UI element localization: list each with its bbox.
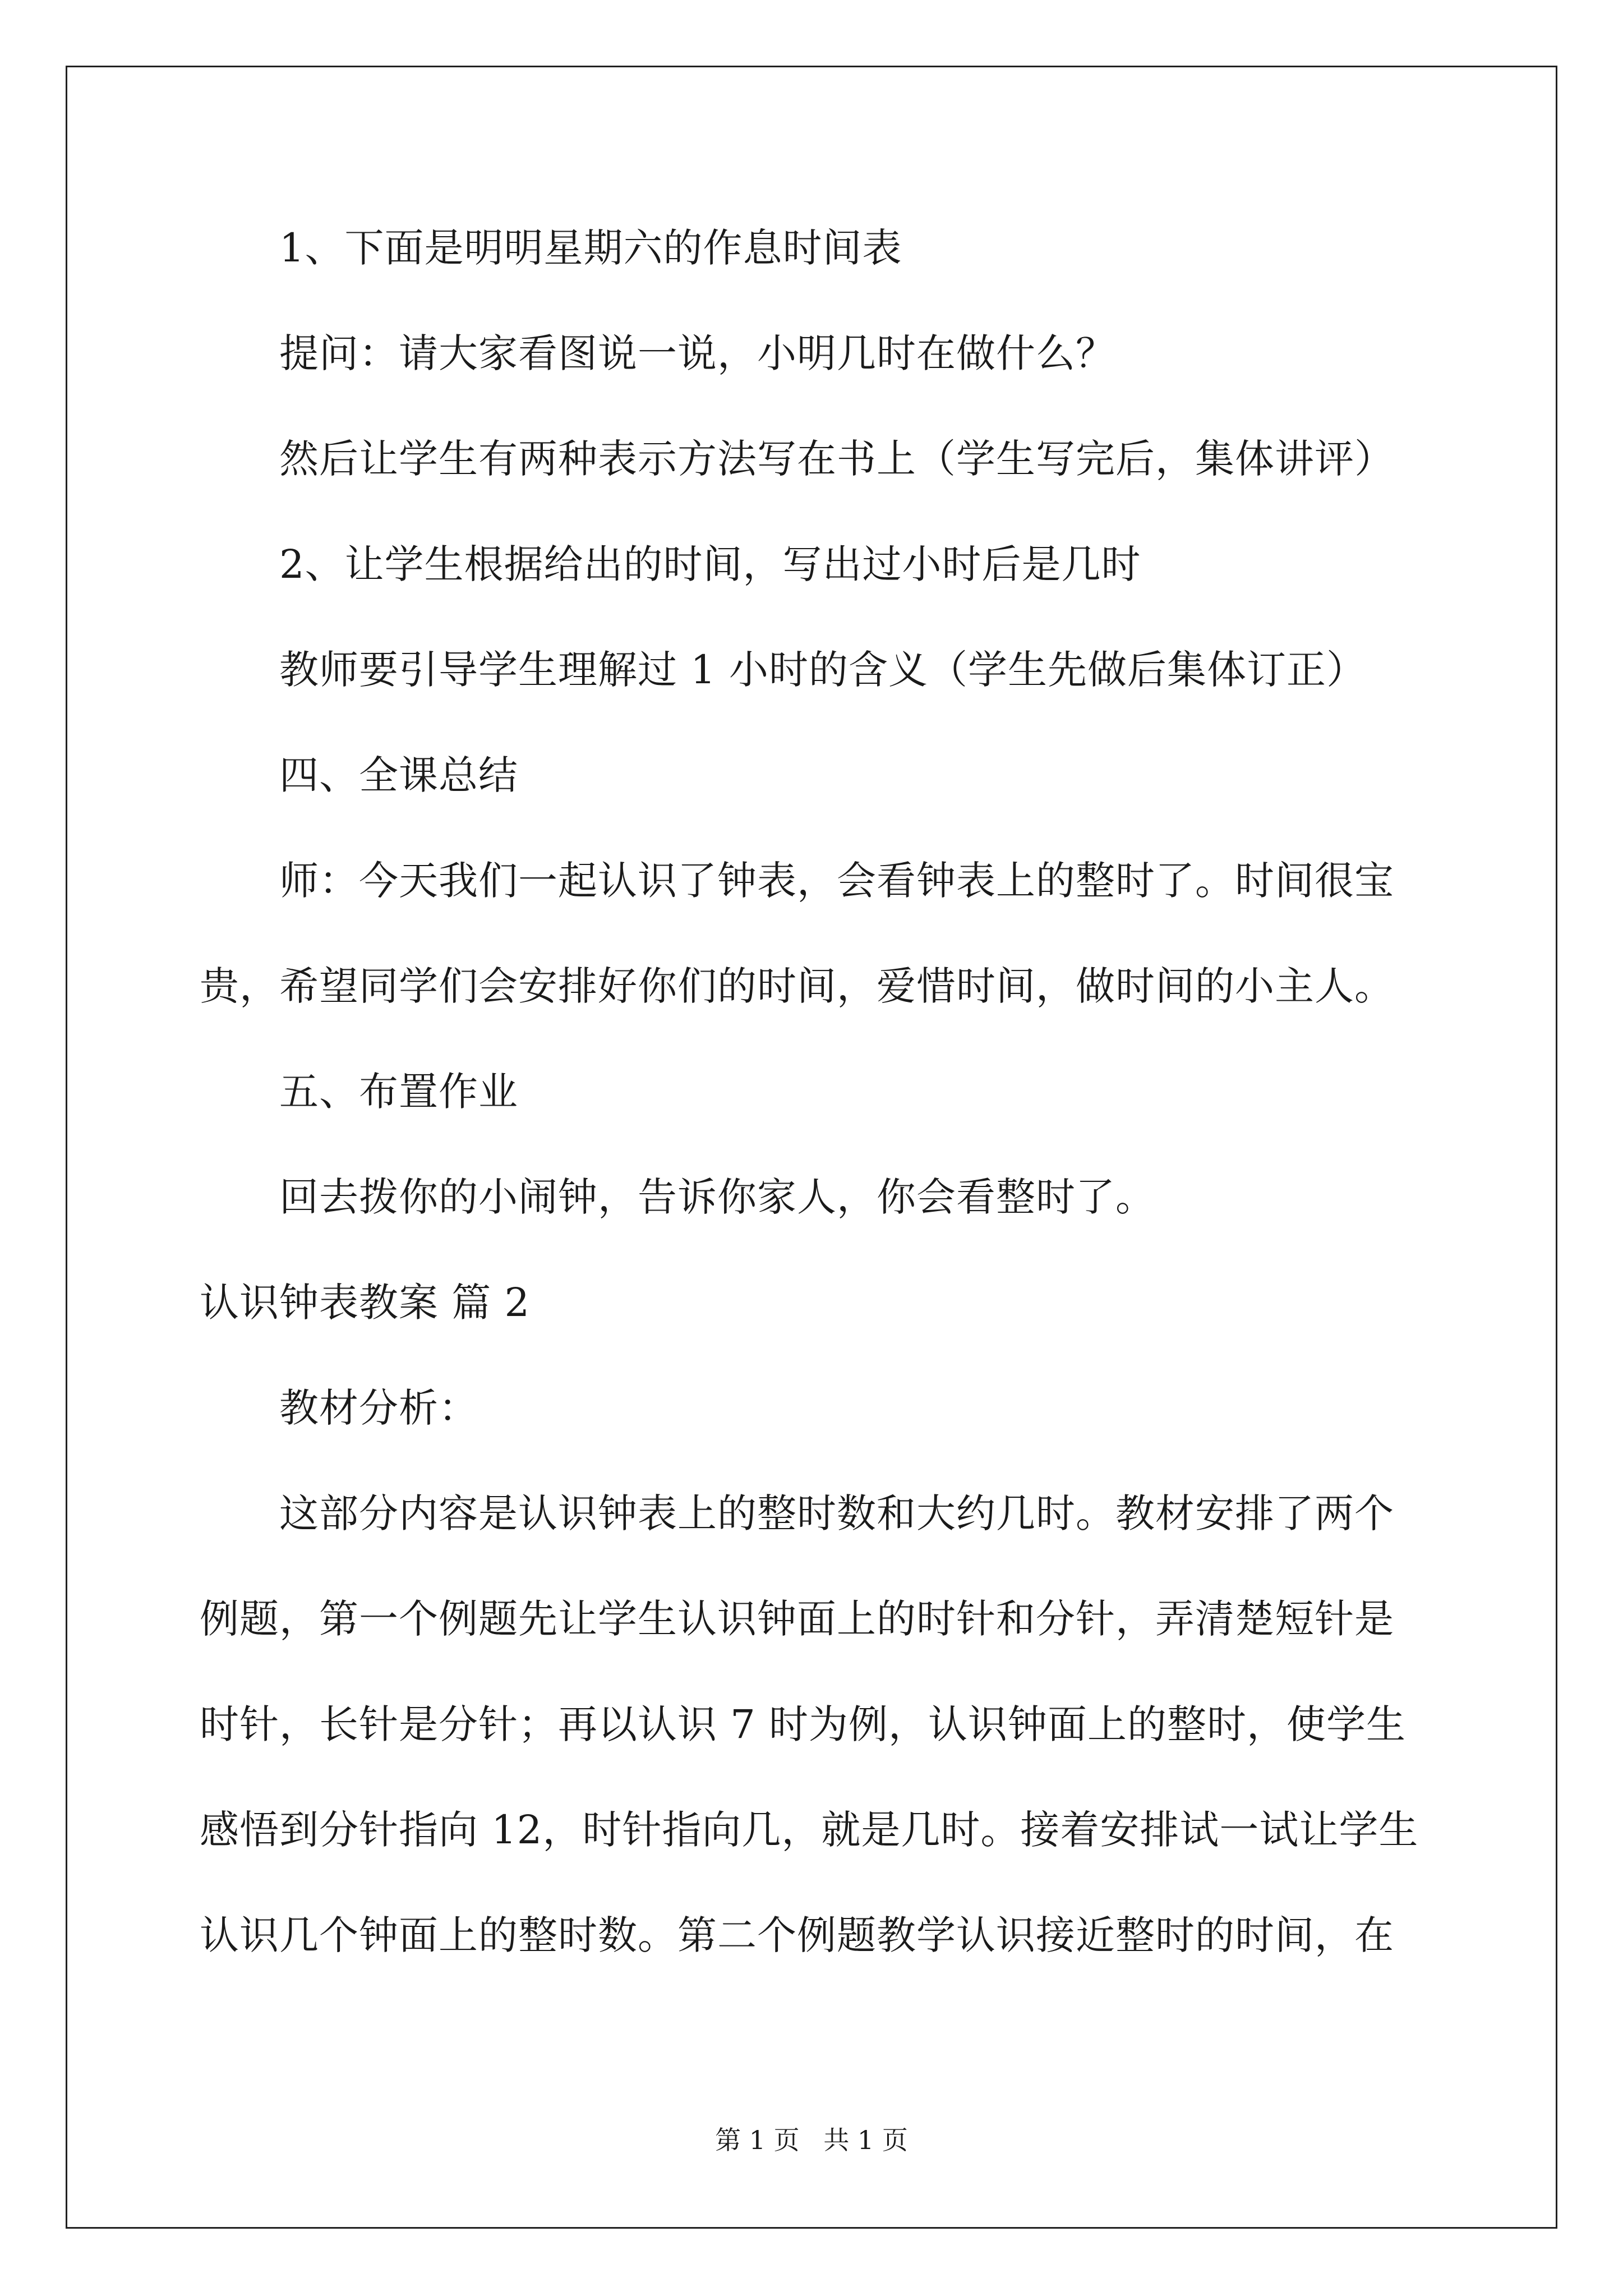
paragraph-line: 师：今天我们一起认识了钟表，会看钟表上的整时了。时间很宝	[279, 858, 1394, 904]
paragraph-line: 回去拨你的小闹钟，告诉你家人，你会看整时了。	[279, 1174, 1155, 1220]
paragraph-line: 例题，第一个例题先让学生认识钟面上的时针和分针，弄清楚短针是	[200, 1596, 1394, 1642]
paragraph-line: 这部分内容是认识钟表上的整时数和大约几时。教材安排了两个	[279, 1490, 1394, 1536]
paragraph-line: 贵，希望同学们会安排好你们的时间，爱惜时间，做时间的小主人。	[200, 963, 1394, 1009]
page-border	[66, 66, 1557, 2229]
article-title: 认识钟表教案 篇 2	[200, 1280, 531, 1326]
paragraph-line: 1、下面是明明星期六的作息时间表	[279, 225, 902, 271]
section-heading: 教材分析：	[279, 1385, 478, 1431]
paragraph-line: 提问：请大家看图说一说，小明几时在做什么？	[279, 330, 1115, 376]
paragraph-line: 认识几个钟面上的整时数。第二个例题教学认识接近整时的时间，在	[200, 1912, 1394, 1958]
page-footer	[0, 2123, 1623, 2157]
page-number: 第 1 页	[715, 2125, 800, 2155]
page-total: 共 1 页	[823, 2125, 908, 2155]
paragraph-line: 感悟到分针指向 12，时针指向几，就是几时。接着安排试一试让学生	[200, 1807, 1419, 1853]
paragraph-line: 2、让学生根据给出的时间，写出过小时后是几时	[279, 541, 1141, 587]
paragraph-line: 然后让学生有两种表示方法写在书上（学生写完后，集体讲评）	[279, 436, 1394, 482]
paragraph-line: 教师要引导学生理解过 1 小时的含义（学生先做后集体订正）	[279, 647, 1367, 693]
section-heading: 四、全课总结	[279, 752, 518, 798]
paragraph-line: 时针，长针是分针；再以认识 7 时为例，认识钟面上的整时，使学生	[200, 1701, 1407, 1747]
section-heading: 五、布置作业	[279, 1069, 518, 1115]
